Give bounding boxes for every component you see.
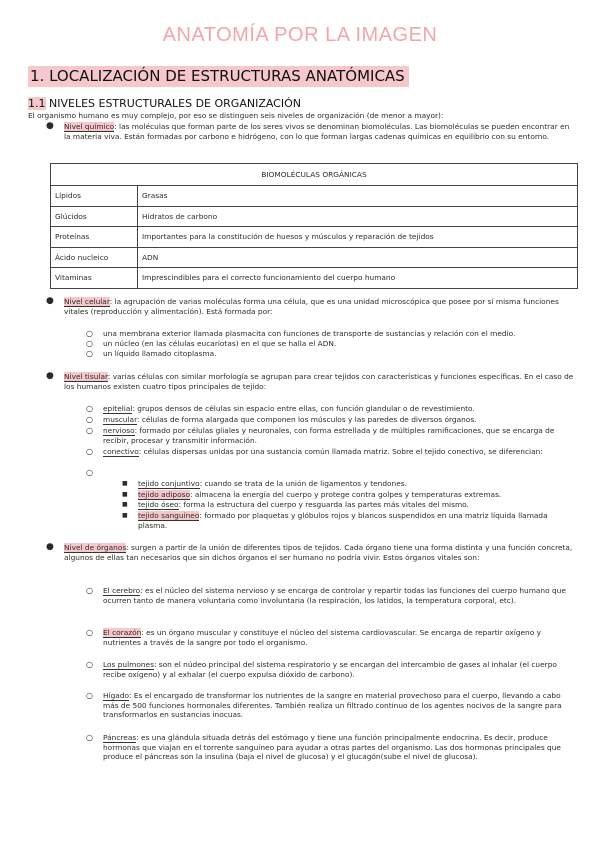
item-text: : Es el encargado de transformar los nutrientes de la sangre en material provechoso para el cuerpo, llevando a cabo más de 500 funciones hormonales diferentes. También realiza un filtrado continuo de los agentes nocivos de la sangre para transformarlos en sustancias inocuas. (103, 691, 562, 720)
circle-bullet-icon: ○ (86, 426, 93, 435)
nivel-tisular-paragraph (64, 372, 576, 391)
table-cell: Proteínas (51, 227, 138, 248)
item-text: : formado por plaquetas y glóbulos rojos y blancos suspendidos en una matriz líquida llamada plasma. (138, 511, 548, 530)
item-term: muscular (103, 415, 137, 424)
nivel-celular-text: : la agrupación de varias moléculas forma una célula, que es una unidad microscópica que posee por sí misma funciones vitales (reproducción y alimentación). Está formada por: (64, 297, 559, 316)
list-item (103, 426, 573, 445)
square-bullet-icon: ■ (122, 491, 128, 498)
nivel-tisular-text: : varias células con similar morfología se agrupan para crear tejidos con características y funciones específicas. En el caso de los humanos existen cuatro tipos principales de tejido: (64, 372, 574, 391)
list-item (138, 479, 568, 489)
item-text: : es una glándula situada detrás del estómago y tiene una función principalmente endocrina. Es decir, produce hormonas que viajan en el torrente sanguíneo para ayudar a otras partes del organismo. Las dos hormonas principales que produce el páncreas son la insulina (baja el nivel de glucosa) y el glucagón(sube el nivel de glucosa). (103, 733, 561, 762)
table-header: BIOMOLÉCULAS ORGÁNICAS (51, 164, 578, 186)
circle-bullet-icon: ○ (86, 339, 93, 348)
list-item (103, 586, 573, 605)
nivel-tisular-term: Nivel tisular (64, 372, 108, 381)
list-item: una membrana exterior llamada plasmacita con funciones de transporte de sustancias y relación con el medio. (103, 329, 516, 338)
nivel-celular-term: Nivel celular (64, 297, 110, 306)
table-cell: Vitaminas (51, 268, 138, 289)
circle-bullet-icon: ○ (86, 733, 93, 742)
nivel-celular-paragraph (64, 297, 576, 316)
table-cell: ADN (138, 247, 578, 268)
circle-bullet-icon: ○ (86, 586, 93, 595)
square-bullet-icon: ■ (122, 501, 128, 508)
item-text: : es el núcleo del sistema nervioso y se encarga de controlar y repartir todas las funciones del cuerpo humano que ocurren tanto de manera voluntaria como involuntaria (la respiración, los latidos, la temperatura corporal, etc). (103, 586, 566, 605)
item-term: Los pulmones (103, 660, 154, 669)
subsection-number: 1.1 (28, 97, 46, 110)
biomoleculas-table (50, 163, 578, 289)
square-bullet-icon: ■ (122, 512, 128, 519)
list-item (103, 628, 573, 647)
list-item (138, 490, 568, 500)
circle-bullet-icon: ○ (86, 404, 93, 413)
circle-bullet-icon: ○ (86, 349, 93, 358)
table-cell: Hidratos de carbono (138, 206, 578, 227)
subsection-heading (28, 97, 301, 110)
circle-bullet-icon: ○ (86, 691, 93, 700)
list-item (138, 500, 568, 510)
nivel-quimico-term: Nivel químico (64, 122, 115, 131)
item-term: tejido conjuntivo (138, 479, 200, 488)
table-row (51, 268, 578, 289)
list-item (103, 733, 573, 762)
subsection-title: NIVELES ESTRUCTURALES DE ORGANIZACIÓN (45, 97, 301, 110)
item-text: : es un órgano muscular y constituye el núcleo del sistema cardiovascular. Se encarga de repartir oxígeno y nutrientes a través de la sangre por todo el organismo. (103, 628, 541, 647)
circle-bullet-icon: ○ (86, 329, 93, 338)
list-item (103, 404, 573, 414)
circle-bullet-icon: ○ (86, 415, 93, 424)
item-term: Hígado (103, 691, 130, 700)
table-cell: Importantes para la constitución de huesos y músculos y reparación de tejidos (138, 227, 578, 248)
bullet-icon: ● (46, 542, 54, 552)
item-term: tejido sanguíneo (138, 511, 200, 520)
nivel-quimico-text: : las moléculas que forman parte de los seres vivos se denominan biomoléculas. Las biomoléculas se pueden encontrar en la materia viva. Están formadas por carbono e hidrógeno, con lo que forman largas cadenas químicas en equilibrio con su entorno. (64, 122, 570, 141)
circle-bullet-icon: ○ (86, 447, 93, 456)
item-term: nervioso (103, 426, 135, 435)
table-cell: Lípidos (51, 186, 138, 207)
item-term: tejido óseo (138, 500, 179, 509)
item-text: : células dispersas unidas por una sustancia común llamada matriz. Sobre el tejido conectivo, se diferencian: (138, 447, 543, 456)
item-text: : son el núdeo principal del sistema respiratorio y se encargan del intercambio de gases al inhalar (el cuerpo recibe oxígeno) y al exhalar (el cuerpo expulsa dióxido de carbono). (103, 660, 557, 679)
list-item: un núcleo (en las células eucariotas) en el que se halla el ADN. (103, 339, 337, 348)
item-text: : forma la estructura del cuerpo y resguarda las partes más vitales del mismo. (178, 500, 469, 509)
item-text: : cuando se trata de la unión de ligamentos y tendones. (199, 479, 407, 488)
bullet-icon: ● (46, 121, 54, 131)
intro-paragraph: El organismo humano es muy complejo, por eso se distinguen seis niveles de organización (de menor a mayor): (28, 111, 444, 120)
circle-bullet-icon: ○ (86, 468, 93, 477)
table-cell: Ácido nucleico (51, 247, 138, 268)
table-cell: Imprescindibles para el correcto funcionamiento del cuerpo humano (138, 268, 578, 289)
nivel-quimico-paragraph (64, 122, 576, 141)
bullet-icon: ● (46, 296, 54, 306)
list-item (103, 447, 573, 457)
item-text: : células de forma alargada que componen los músculos y las paredes de diversos órganos. (136, 415, 477, 424)
table-row (51, 247, 578, 268)
circle-bullet-icon: ○ (86, 628, 93, 637)
item-text: : almacena la energía del cuerpo y protege contra golpes y temperaturas extremas. (189, 490, 502, 499)
circle-bullet-icon: ○ (86, 660, 93, 669)
document-title: ANATOMÍA POR LA IMAGEN (162, 24, 438, 46)
nivel-organos-text: : surgen a partir de la unión de diferentes tipos de tejidos. Cada órgano tiene una forma distinta y una función concreta, algunos de ellas tan necesarios que sin dichos órganos el ser humano no podría vivir. Estos órganos vitales son: (64, 543, 573, 562)
section-heading: 1. LOCALIZACIÓN DE ESTRUCTURAS ANATÓMICAS (28, 66, 409, 87)
bullet-icon: ● (46, 371, 54, 381)
item-term: conectivo (103, 447, 139, 456)
item-term: El corazón (103, 628, 142, 637)
item-term: El cerebro (103, 586, 141, 595)
list-item (103, 415, 573, 425)
item-text: : formado por células gliales y neuronales, con forma estrellada y de múltiples ramificaciones, que se encarga de recibir, procesar y transmitir información. (103, 426, 555, 445)
list-item: un líquido llamado citoplasma. (103, 349, 217, 358)
list-item (103, 660, 573, 679)
nivel-organos-term: Nivel de órganos (64, 543, 127, 552)
table-row (51, 206, 578, 227)
list-item (103, 691, 573, 720)
square-bullet-icon: ■ (122, 480, 128, 487)
list-item (138, 511, 568, 530)
item-term: tejido adiposo (138, 490, 190, 499)
item-term: Páncreas (103, 733, 137, 742)
table-cell: Grasas (138, 186, 578, 207)
table-row (51, 227, 578, 248)
item-text: : grupos densos de células sin espacio entre ellas, con función glandular o de revestimiento. (132, 404, 475, 413)
nivel-organos-paragraph (64, 543, 576, 562)
item-term: epitelial (103, 404, 133, 413)
table-cell: Glúcidos (51, 206, 138, 227)
table-row (51, 186, 578, 207)
